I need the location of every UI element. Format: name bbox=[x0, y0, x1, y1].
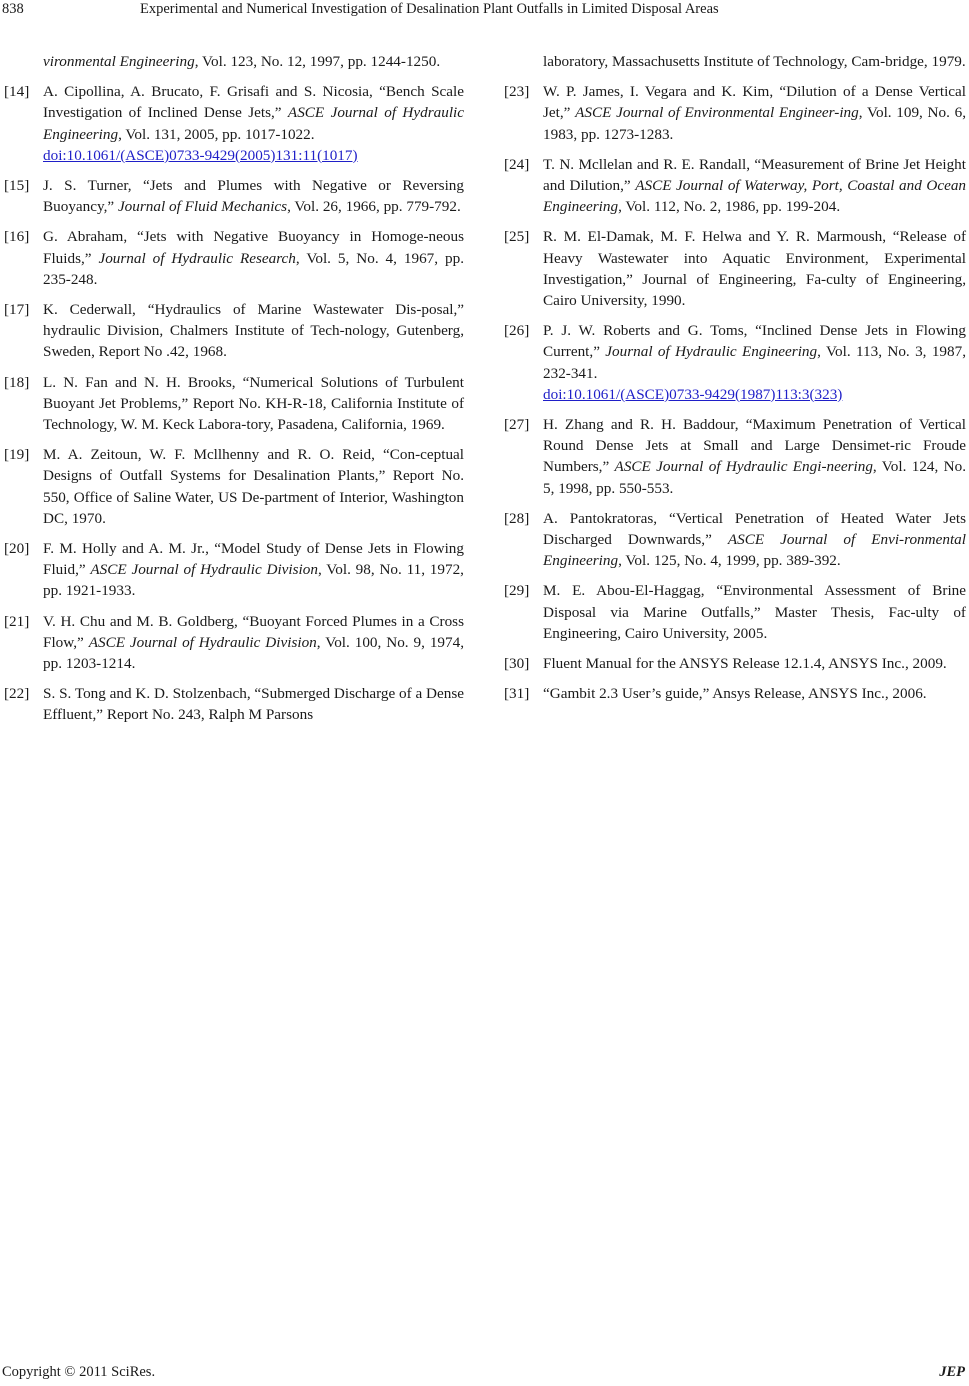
reference-number: [22] bbox=[4, 685, 30, 703]
reference-text: P. J. W. Roberts and G. Toms, “Inclined Dense Jets in Flowing Current,” bbox=[543, 322, 966, 361]
reference-number: [30] bbox=[504, 655, 530, 673]
references-right-column bbox=[504, 51, 966, 713]
reference-journal: ASCE Journal of Environmental Engineer-ing bbox=[575, 104, 859, 122]
reference-text: Fluent Manual for the ANSYS Release 12.1.4, ANSYS Inc., 2009. bbox=[543, 655, 947, 673]
reference-details: , Vol. 123, No. 12, 1997, pp. 1244-1250. bbox=[194, 53, 441, 70]
reference-entry bbox=[504, 414, 966, 499]
reference-number: [21] bbox=[4, 612, 30, 630]
reference-number: [27] bbox=[504, 416, 530, 434]
reference-entry bbox=[504, 154, 966, 218]
reference-number: [23] bbox=[504, 83, 530, 101]
reference-number: [26] bbox=[504, 322, 530, 340]
reference-entry bbox=[4, 51, 464, 72]
reference-journal: ASCE Journal of Hydraulic Engi-neering bbox=[614, 458, 873, 476]
reference-entry bbox=[504, 580, 966, 644]
reference-details: , Vol. 112, No. 2, 1986, pp. 199-204. bbox=[618, 198, 841, 216]
reference-entry bbox=[504, 683, 966, 704]
reference-number: [14] bbox=[4, 83, 30, 101]
references-left-column bbox=[4, 51, 464, 735]
reference-details: , Vol. 5, No. 4, 1967, pp. 235-248. bbox=[43, 249, 464, 288]
reference-entry bbox=[504, 320, 966, 405]
reference-entry bbox=[4, 81, 464, 166]
reference-entry bbox=[504, 81, 966, 145]
reference-text: J. S. Turner, “Jets and Plumes with Negative or Reversing Buoyancy,” bbox=[43, 177, 464, 216]
reference-journal: Journal of Fluid Mechanics bbox=[117, 198, 288, 216]
reference-text: laboratory, Massachusetts Institute of Technology, Cam-bridge, 1979. bbox=[543, 53, 966, 70]
reference-text: S. S. Tong and K. D. Stolzenbach, “Submerged Discharge of a Dense Effluent,” Report No. 243, Ralph M Parsons bbox=[43, 685, 464, 724]
reference-journal: Journal of Hydraulic Research bbox=[98, 249, 296, 267]
reference-text: W. P. James, I. Vegara and K. Kim, “Dilution of a Dense Vertical Jet,” bbox=[543, 83, 966, 122]
reference-entry bbox=[4, 611, 464, 675]
reference-details: , Vol. 113, No. 3, 1987, 232-341. bbox=[543, 343, 966, 382]
reference-text: L. N. Fan and N. H. Brooks, “Numerical Solutions of Turbulent Buoyant Jet Problems,” Report No. KH-R-18, California Institute of Technology, W. M. Keck Labora-tory, Pasadena, California, 1969. bbox=[43, 373, 464, 434]
reference-number: [28] bbox=[504, 509, 530, 527]
reference-entry bbox=[4, 444, 464, 529]
reference-entry bbox=[504, 51, 966, 72]
reference-number: [16] bbox=[4, 228, 30, 246]
reference-number: [20] bbox=[4, 540, 30, 558]
copyright-notice: Copyright © 2011 SciRes. bbox=[2, 1364, 156, 1380]
reference-number: [19] bbox=[4, 446, 30, 464]
reference-text: R. M. El-Damak, M. F. Helwa and Y. R. Marmoush, “Release of Heavy Wastewater into Aquatic Environment, Experimental Investigation,” Journal of Engineering, Fa-culty of Engineering, Cairo University, 1990. bbox=[543, 228, 966, 310]
reference-number: [29] bbox=[504, 582, 530, 600]
reference-details: , Vol. 124, No. 5, 1998, pp. 550-553. bbox=[543, 458, 966, 497]
reference-number: [17] bbox=[4, 301, 30, 319]
journal-abbreviation: JEP bbox=[939, 1364, 965, 1380]
reference-entry bbox=[4, 372, 464, 436]
reference-number: [15] bbox=[4, 177, 30, 195]
reference-journal: ASCE Journal of Hydraulic Division bbox=[88, 633, 317, 651]
reference-details: , Vol. 109, No. 6, 1983, pp. 1273-1283. bbox=[543, 104, 966, 143]
reference-number: [24] bbox=[504, 155, 530, 173]
page-number: 838 bbox=[2, 1, 24, 17]
reference-details: , Vol. 131, 2005, pp. 1017-1022. bbox=[118, 125, 315, 143]
reference-entry bbox=[4, 538, 464, 602]
reference-details: , Vol. 98, No. 11, 1972, pp. 1921-1933. bbox=[43, 561, 464, 600]
doi-link[interactable]: doi:10.1061/(ASCE)0733-9429(1987)113:3(323) bbox=[543, 385, 843, 403]
reference-text: G. Abraham, “Jets with Negative Buoyancy in Homoge-neous Fluids,” bbox=[43, 228, 464, 267]
reference-text: F. M. Holly and A. M. Jr., “Model Study of Dense Jets in Flowing Fluid,” bbox=[43, 540, 464, 579]
reference-text: “Gambit 2.3 User’s guide,” Ansys Release, ANSYS Inc., 2006. bbox=[543, 685, 927, 703]
reference-entry bbox=[504, 508, 966, 572]
reference-journal: Journal of Hydraulic Engineering bbox=[605, 343, 818, 361]
reference-text: M. A. Zeitoun, W. F. Mcllhenny and R. O. Reid, “Con-ceptual Designs of Outfall Systems for Desalination Plants,” Report No. 550, Office of Saline Water, US De-partment of Interior, Washington DC, 1970. bbox=[43, 446, 464, 527]
reference-details: , Vol. 26, 1966, pp. 779-792. bbox=[287, 198, 461, 216]
reference-journal: ASCE Journal of Waterway, Port, Coastal and Ocean Engineering bbox=[543, 177, 967, 216]
running-title: Experimental and Numerical Investigation of Desalination Plant Outfalls in Limited Disposal Areas bbox=[140, 1, 719, 17]
reference-number: [18] bbox=[4, 373, 30, 391]
reference-text: A. Cipollina, A. Brucato, F. Grisafi and S. Nicosia, “Bench Scale Investigation of Inclined Dense Jets,” bbox=[43, 83, 464, 122]
reference-details: , Vol. 100, No. 9, 1974, pp. 1203-1214. bbox=[43, 633, 464, 673]
reference-text: T. N. Mcllelan and R. E. Randall, “Measurement of Brine Jet Height and Dilution,” bbox=[543, 155, 966, 195]
reference-text: K. Cederwall, “Hydraulics of Marine Wastewater Dis-posal,” hydraulic Division, Chalmers Institute of Tech-nology, Gutenberg, Sweden, Report No .42, 1968. bbox=[43, 301, 464, 361]
doi-link[interactable]: doi:10.1061/(ASCE)0733-9429(2005)131:11(1017) bbox=[43, 146, 358, 164]
reference-text: A. Pantokratoras, “Vertical Penetration of Heated Water Jets Discharged Downwards,” bbox=[543, 509, 966, 549]
reference-entry bbox=[504, 226, 966, 311]
reference-text: V. H. Chu and M. B. Goldberg, “Buoyant Forced Plumes in a Cross Flow,” bbox=[43, 612, 464, 651]
reference-entry bbox=[4, 175, 464, 217]
reference-text: M. E. Abou-El-Haggag, “Environmental Assessment of Brine Disposal via Marine Outfalls,” Master Thesis, Fac-ulty of Engineering, Cairo University, 2005. bbox=[543, 582, 966, 642]
reference-number: [25] bbox=[504, 228, 530, 246]
reference-journal: ASCE Journal of Hydraulic Division bbox=[90, 561, 318, 579]
reference-journal: ASCE Journal of Hydraulic Engineering bbox=[43, 104, 464, 143]
reference-journal: ASCE Journal of Envi-ronmental Engineering bbox=[543, 531, 966, 570]
reference-journal: vironmental Engineering bbox=[43, 53, 195, 70]
reference-entry bbox=[4, 683, 464, 725]
reference-text: H. Zhang and R. H. Baddour, “Maximum Penetration of Vertical Round Dense Jets at Small and Large Densimet-ric Froude Numbers,” bbox=[543, 416, 966, 476]
reference-entry bbox=[4, 299, 464, 363]
reference-number: [31] bbox=[504, 685, 530, 703]
reference-entry bbox=[504, 653, 966, 674]
reference-entry bbox=[4, 226, 464, 290]
reference-details: , Vol. 125, No. 4, 1999, pp. 389-392. bbox=[618, 552, 841, 570]
